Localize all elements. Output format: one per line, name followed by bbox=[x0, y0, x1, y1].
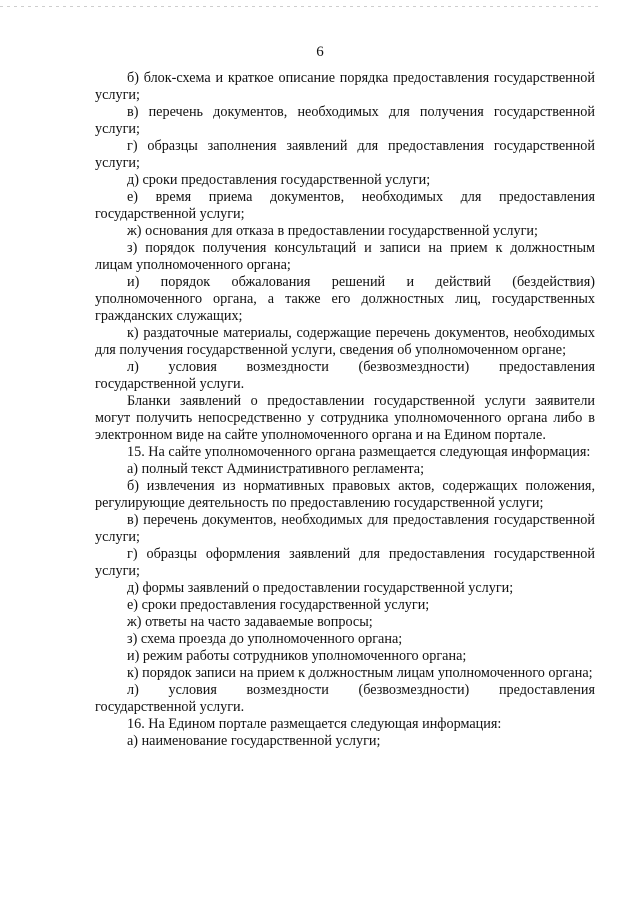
paragraph: 15. На сайте уполномоченного органа размещается следующая информация: bbox=[127, 444, 591, 460]
paragraph: г) образцы оформления заявлений для предоставления государственной услуги; bbox=[95, 546, 595, 579]
paragraph: б) блок-схема и краткое описание порядка предоставления государственной услуги; bbox=[95, 70, 595, 103]
paragraph: г) образцы заполнения заявлений для предоставления государственной услуги; bbox=[95, 138, 595, 171]
paragraph: в) перечень документов, необходимых для получения государственной услуги; bbox=[95, 104, 595, 137]
paragraph: д) сроки предоставления государственной услуги; bbox=[127, 172, 431, 188]
paragraph: б) извлечения из нормативных правовых актов, содержащих положения, регулирующие деятельность по предоставлению государственной услуги; bbox=[95, 478, 595, 511]
document-body bbox=[95, 70, 595, 750]
paragraph: д) формы заявлений о предоставлении государственной услуги; bbox=[127, 580, 514, 596]
paragraph: з) схема проезда до уполномоченного органа; bbox=[127, 631, 403, 647]
paragraph: е) время приема документов, необходимых для предоставления государственной услуги; bbox=[95, 189, 595, 222]
paragraph: в) перечень документов, необходимых для предоставления государственной услуги; bbox=[95, 512, 595, 545]
page-number: 6 bbox=[316, 44, 324, 60]
paragraph: ж) ответы на часто задаваемые вопросы; bbox=[127, 614, 373, 630]
paragraph: а) наименование государственной услуги; bbox=[127, 733, 381, 749]
paragraph: к) раздаточные материалы, содержащие перечень документов, необходимых для получения государственной услуги, сведения об уполномоченном органе; bbox=[95, 325, 595, 358]
paragraph: Бланки заявлений о предоставлении государственной услуги заявители могут получить непосредственно у сотрудника уполномоченного органа либо в электронном виде на сайте уполномоченного органа и на Едином портале. bbox=[95, 393, 595, 443]
paragraph: л) условия возмездности (безвозмездности) предоставления государственной услуги. bbox=[95, 682, 595, 715]
scan-artifact-line bbox=[0, 6, 600, 7]
paragraph: з) порядок получения консультаций и записи на прием к должностным лицам уполномоченного органа; bbox=[95, 240, 595, 273]
paragraph: а) полный текст Административного регламента; bbox=[127, 461, 425, 477]
paragraph: л) условия возмездности (безвозмездности) предоставления государственной услуги. bbox=[95, 359, 595, 392]
paragraph: к) порядок записи на прием к должностным лицам уполномоченного органа; bbox=[127, 665, 593, 681]
paragraph: е) сроки предоставления государственной услуги; bbox=[127, 597, 430, 613]
paragraph: ж) основания для отказа в предоставлении государственной услуги; bbox=[127, 223, 538, 239]
paragraph: 16. На Едином портале размещается следующая информация: bbox=[127, 716, 502, 732]
paragraph: и) режим работы сотрудников уполномоченного органа; bbox=[127, 648, 467, 664]
paragraph: и) порядок обжалования решений и действий (бездействия) уполномоченного органа, а также его должностных лиц, государственных гражданских служащих; bbox=[95, 274, 595, 324]
